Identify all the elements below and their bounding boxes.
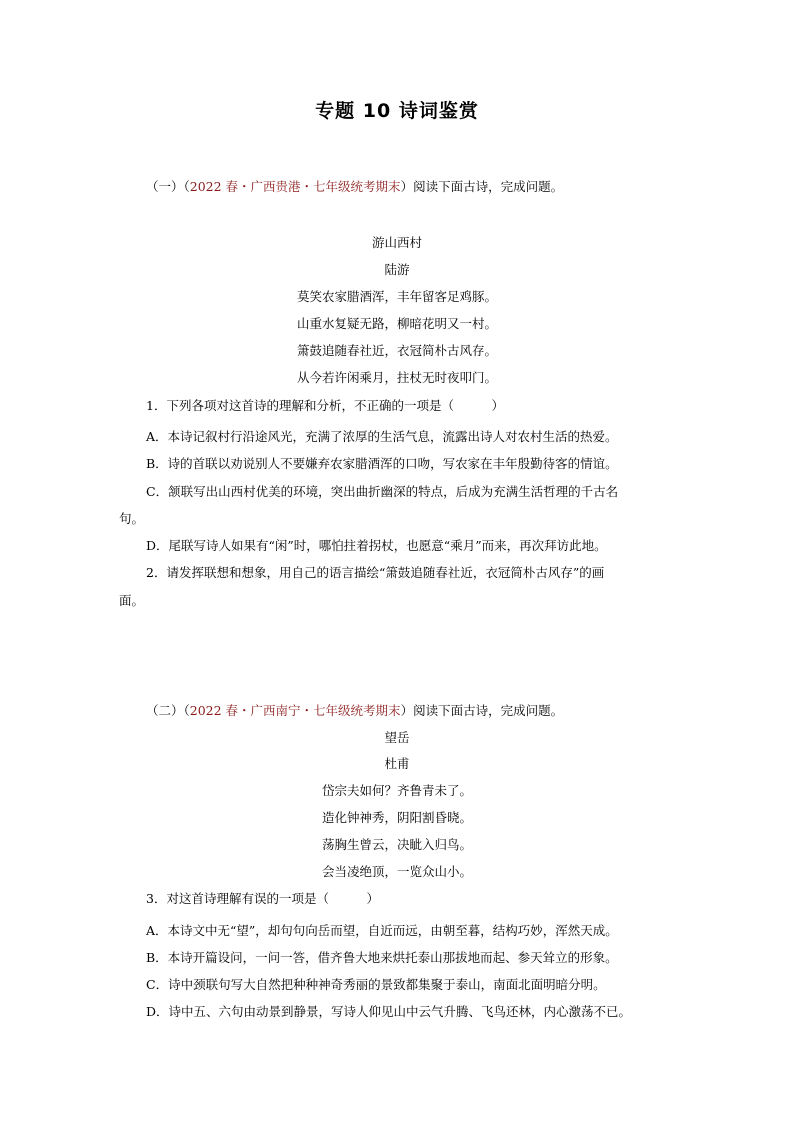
section2-prefix: （二）（	[146, 703, 190, 718]
section2-heading	[146, 702, 563, 720]
poem1-author: 陆游	[384, 262, 410, 277]
page-title: 专题 10 诗词鉴赏	[315, 100, 479, 122]
poem1-line: 从今若许闲乘月，拄杖无时夜叩门。	[296, 370, 497, 385]
q1-option-c: C．颔联写出山西村优美的环境，突出曲折幽深的特点，后成为充满生活哲理的千古名	[146, 484, 619, 499]
section1-source: 2022 春・广西贵港・七年级统考期末	[189, 179, 401, 194]
poem2-line: 荡胸生曾云，决眦入归鸟。	[321, 837, 472, 852]
section2-source: 2022 春・广西南宁・七年级统考期末	[189, 703, 401, 718]
section1-prefix: （一）（	[146, 179, 190, 194]
poem2-author: 杜甫	[384, 756, 410, 771]
question-3: 3．对这首诗理解有误的一项是（ ）	[146, 891, 379, 906]
q3-option-b: B．本诗开篇设问，一问一答，借齐鲁大地来烘托泰山那拔地而起、参天耸立的形象。	[146, 950, 618, 965]
q1-option-c-wrap: 句。	[119, 511, 145, 526]
q3-option-a: A．本诗文中无“望”，却句句向岳而望，自近而远，由朝至暮，结构巧妙，浑然天成。	[146, 923, 618, 938]
poem1-title: 游山西村	[371, 235, 422, 250]
poem2-title: 望岳	[384, 730, 410, 745]
poem2-line: 会当凌绝顶，一览众山小。	[321, 864, 472, 879]
poem1-line: 莫笑农家腊酒浑，丰年留客足鸡豚。	[296, 289, 497, 304]
poem2-line: 造化钟神秀，阴阳割昏晓。	[321, 810, 472, 825]
section1-heading	[146, 178, 563, 196]
q3-option-c: C．诗中颈联句写大自然把种种神奇秀丽的景致都集聚于泰山，南面北面明暗分明。	[146, 977, 606, 992]
section1-suffix: ）阅读下面古诗，完成问题。	[400, 179, 564, 194]
section2-suffix: ）阅读下面古诗，完成问题。	[400, 703, 564, 718]
poem1-line: 箫鼓追随春社近，衣冠简朴古风存。	[296, 343, 497, 358]
q1-option-b: B．诗的首联以劝说别人不要嫌弃农家腊酒浑的口吻，写农家在丰年殷勤待客的情谊。	[146, 456, 618, 471]
question-1: 1．下列各项对这首诗的理解和分析，不正确的一项是（ ）	[146, 398, 504, 413]
question-2-wrap: 面。	[119, 593, 145, 608]
q1-option-a: A．本诗记叙村行沿途风光，充满了浓厚的生活气息，流露出诗人对农村生活的热爱。	[146, 429, 618, 444]
poem2-line: 岱宗夫如何？齐鲁青未了。	[321, 783, 472, 798]
q3-option-d: D．诗中五、六句由动景到静景，写诗人仰见山中云气升腾、飞鸟还林，内心激荡不已。	[146, 1004, 632, 1019]
q1-option-d: D．尾联写诗人如果有“闲”时，哪怕拄着拐杖，也愿意“乘月”而来，再次拜访此地。	[146, 538, 607, 553]
poem1-line: 山重水复疑无路，柳暗花明又一村。	[296, 316, 497, 331]
question-2: 2．请发挥联想和想象，用自己的语言描绘“箫鼓追随春社近，衣冠简朴古风存”的画	[146, 565, 605, 580]
